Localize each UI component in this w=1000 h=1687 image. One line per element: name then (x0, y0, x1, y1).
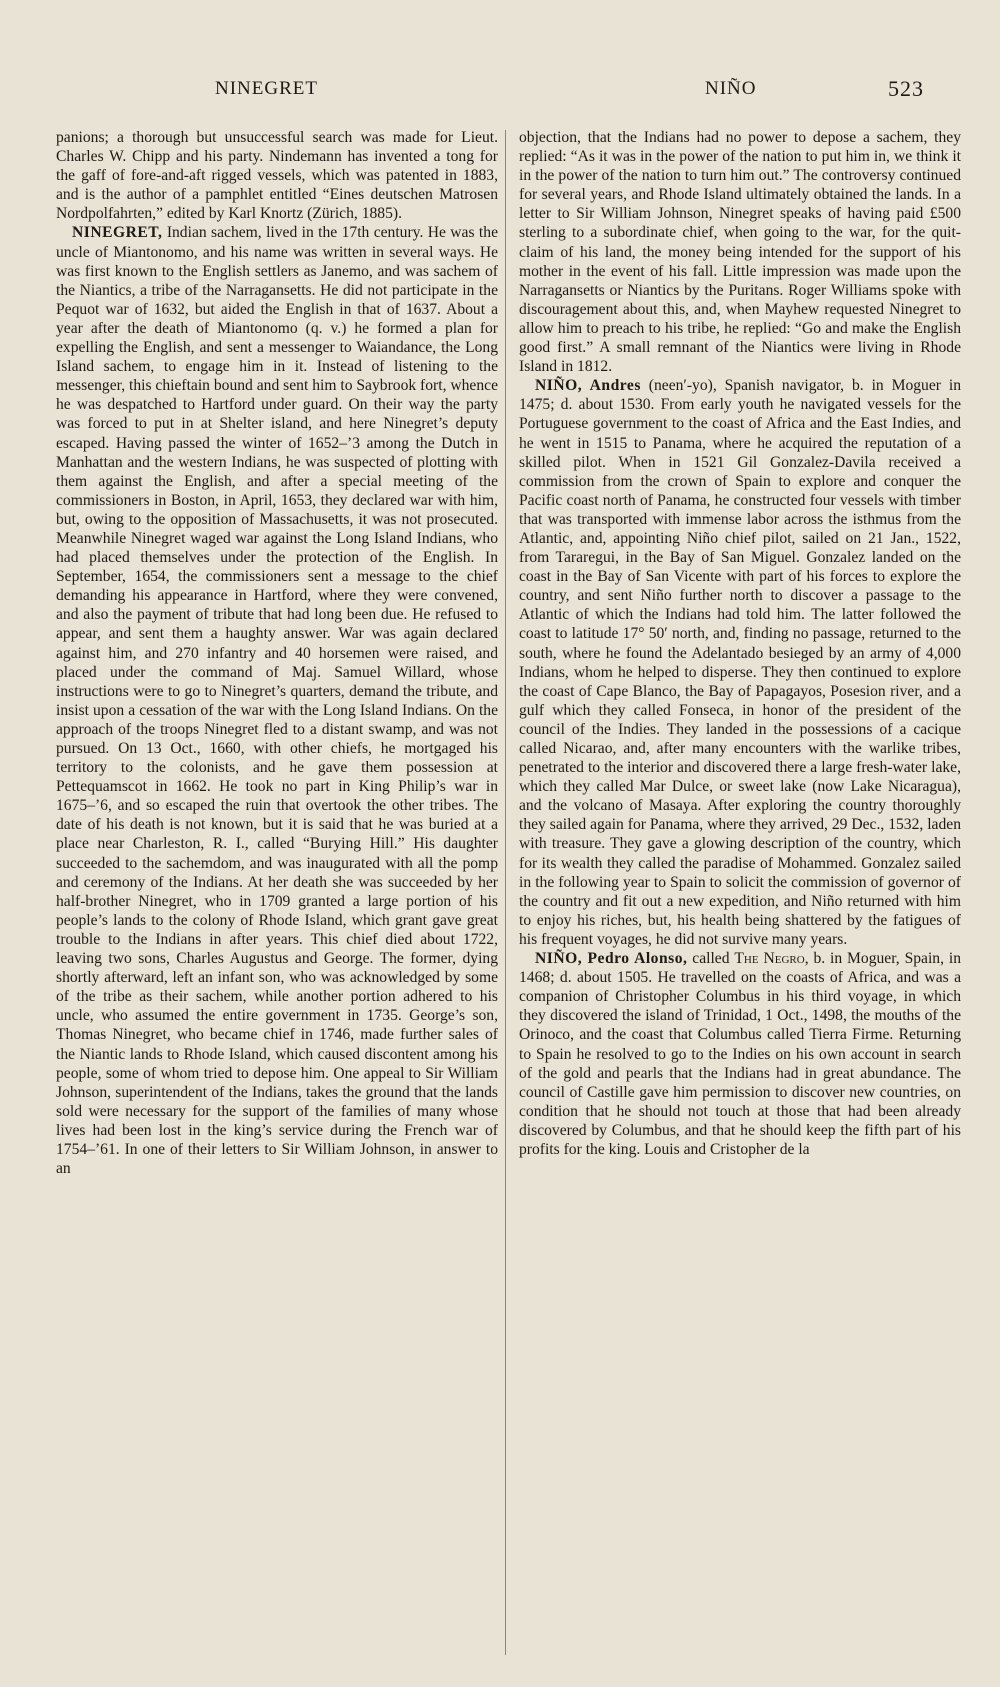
entry-ninegret (56, 223, 498, 1178)
left-column (56, 128, 498, 1658)
entry-heading-nino-andres: NIÑO, Andres (535, 377, 641, 395)
entry-nino-andres (519, 376, 961, 949)
entry-nickname: The Negro (734, 950, 805, 968)
header-right-title: NIÑO (705, 78, 757, 99)
entry-body-ninegret: Indian sachem, lived in the 17th century. He was the uncle of Miantonomo, and his name was written in several ways. He was first known to the English settlers as Janemo, and was sachem of the Niantics, a tribe of the Narragansetts. He did not participate in the Pequot war of 1632, but aided the English in that of 1637. About a year after the death of Miantonomo (q. v.) he formed a plan for expelling the English, and sent a messenger to Waiandance, the Long Island sachem, to engage him in it. Instead of listening to the messenger, this chieftain bound and sent him to Saybrook fort, whence he was despatched to Hartford under guard. On their way the party was forced to put in at Shelter island, and here Ninegret’s deputy escaped. Having passed the winter of 1652–’3 among the Dutch in Manhattan and the western Indians, he was suspected of plotting with them against the English, and after a special meeting of the commissioners in Boston, in April, 1653, they declared war with him, but, owing to the opposition of Massachusetts, it was not prosecuted. Meanwhile Ninegret waged war against the Long Island Indians, who had placed themselves under the protection of the English. In September, 1654, the commissioners sent a message to the chief demanding his appearance in Hartford, where they were convened, and also the payment of tribute that had long been due. He refused to appear, and sent them a haughty answer. War was again declared against him, and 270 infantry and 40 horsemen were raised, and placed under the command of Maj. Samuel Willard, whose instructions were to go to Ninegret’s quarters, demand the tribute, and insist upon a cessation of the war with the Long Island Indians. On the approach of the troops Ninegret fled to a distant swamp, and was not pursued. On 13 Oct., 1660, with other chiefs, he mortgaged his territory to the colonists, and he gave them possession at Pettequamscot in 1662. He took no part in King Philip’s war in 1675–’6, and so escaped the ruin that overtook the other tribes. The date of his death is not known, but it is said that he was buried at a place near Charleston, R. I., called “Burying Hill.” His daughter succeeded to the sachemdom, and was inaugurated with all the pomp and ceremony of the Indians. At her death she was succeeded by her half-brother Ninegret, who in 1709 granted a large portion of his people’s lands to the colony of Rhode Island, which grant gave great trouble to the Indians in after years. This chief died about 1722, leaving two sons, Charles Augustus and George. The former, dying shortly afterward, left an infant son, who was acknowledged by some of the tribe as their sachem, while another portion adhered to his uncle, who assumed the entire government in 1735. George’s son, Thomas Ninegret, who became chief in 1746, made further sales of the Niantic lands to Rhode Island, which caused discontent among his people, some of whom tried to depose him. One appeal to Sir William Johnson, superintendent of the Indians, takes the ground that the lands sold were necessary for the support of the families of many whose lives had been lost in the king’s service during the French war of 1754–’61. In one of their letters to Sir William Johnson, in answer to an (56, 224, 498, 1178)
page-number: 523 (888, 76, 924, 101)
continued-entry-text: panions; a thorough but unsuccessful search was made for Lieut. Charles W. Chipp and his party. Nindemann has invented a tong for the gaff of fore-and-aft rigged vessels, which was patented in 1883, and is the author of a pamphlet entitled “Eines deutschen Matrosen Nordpolfahrten,” edited by Karl Knortz (Zürich, 1885). (56, 129, 498, 223)
entry-heading-ninegret: NINEGRET, (72, 224, 163, 242)
running-header (0, 70, 1000, 110)
entry-body-nino-pedro: , b. in Moguer, Spain, in 1468; d. about 1505. He travelled on the coasts of Africa, and was a companion of Christopher Columbus in his third voyage, in which they discovered the island of Trinidad, 1 Oct., 1498, the mouths of the Orinoco, and the coast that Columbus called Tierra Firme. Returning to Spain he resolved to go to the Indies on his own account in search of the gold and pearls that the Indians had in great abundance. The council of Castille gave him permission to discover new countries, on condition that he should not touch at those that had been already discovered by Columbus, and that he should keep the fifth part of his profits for the king. Louis and Cristopher de la (519, 950, 961, 1158)
entry-body-nino-andres: (neen′-yo), Spanish navigator, b. in Moguer in 1475; d. about 1530. From early youth he navigated vessels for the Portuguese government to the coast of Africa and the East Indies, and he went in 1515 to Panama, where he acquired the reputation of a skilled pilot. When in 1521 Gil Gonzalez-Davila received a commission from the crown of Spain to explore and conquer the Pacific coast north of Panama, he constructed four vessels with timber that was transported with immense labor across the isthmus from the Atlantic, and, appointing Niño chief pilot, sailed on 21 Jan., 1522, from Tararegui, in the Bay of San Miguel. Gonzalez landed on the coast in the Bay of San Vicente with part of his forces to explore the country, and sent Niño further north to discover a passage to the Atlantic of which the Indians had told him. The latter followed the coast to latitude 17° 50′ north, and, finding no passage, returned to the south, where he found the Adelantado besieged by an army of 4,000 Indians, whom he helped to disperse. They then continued to explore the coast of Cape Blanco, the Bay of Papagayos, Posesion river, and a gulf which they called Fonseca, in honor of the president of the council of the Indies. They landed in the possessions of a cacique called Nicarao, and, after many encounters with the warlike tribes, penetrated to the interior and discovered there a large fresh-water lake, which they called Mar Dulce, or sweet lake (now Lake Nicaragua), and the volcano of Masaya. After exploring the country thoroughly they sailed again for Panama, where they arrived, 29 Dec., 1532, laden with treasure. They gave a glowing description of the country, which for its wealth they called the paradise of Mohammed. Gonzalez sailed in the following year to Spain to solicit the commission of governor of the country and fit out a new expedition, and Niño returned with him to enjoy his riches, but, his health being shattered by the fatigues of his frequent voyages, he did not survive many years. (519, 377, 961, 948)
header-left-title: NINEGRET (215, 78, 318, 99)
entry-heading-nino-pedro: NIÑO, Pedro Alonso, (535, 950, 688, 968)
entry-called-text: called (687, 950, 735, 968)
right-column (519, 128, 961, 1658)
entry-nino-pedro (519, 949, 961, 1159)
column-divider (505, 130, 506, 1655)
continued-ninegret-text: objection, that the Indians had no power to depose a sachem, they replied: “As it was in the power of the nation to put him in, we think it in the power of the nation to turn him out.” The controversy continued for several years, and Rhode Island ultimately obtained the lands. In a letter to Sir William Johnson, Ninegret speaks of having paid £500 sterling to a subordinate chief, when going to the war, for the quit-claim of his land, the money being intended for the support of his mother in the event of his fall. Little impression was made upon the Narragansetts or Niantics by the Puritans. Roger Williams spoke with discouragement about this, and, when Mayhew requested Ninegret to allow him to preach to his tribe, he replied: “Go and make the English good first.” A small remnant of the Niantics were living in Rhode Island in 1812. (519, 129, 961, 376)
